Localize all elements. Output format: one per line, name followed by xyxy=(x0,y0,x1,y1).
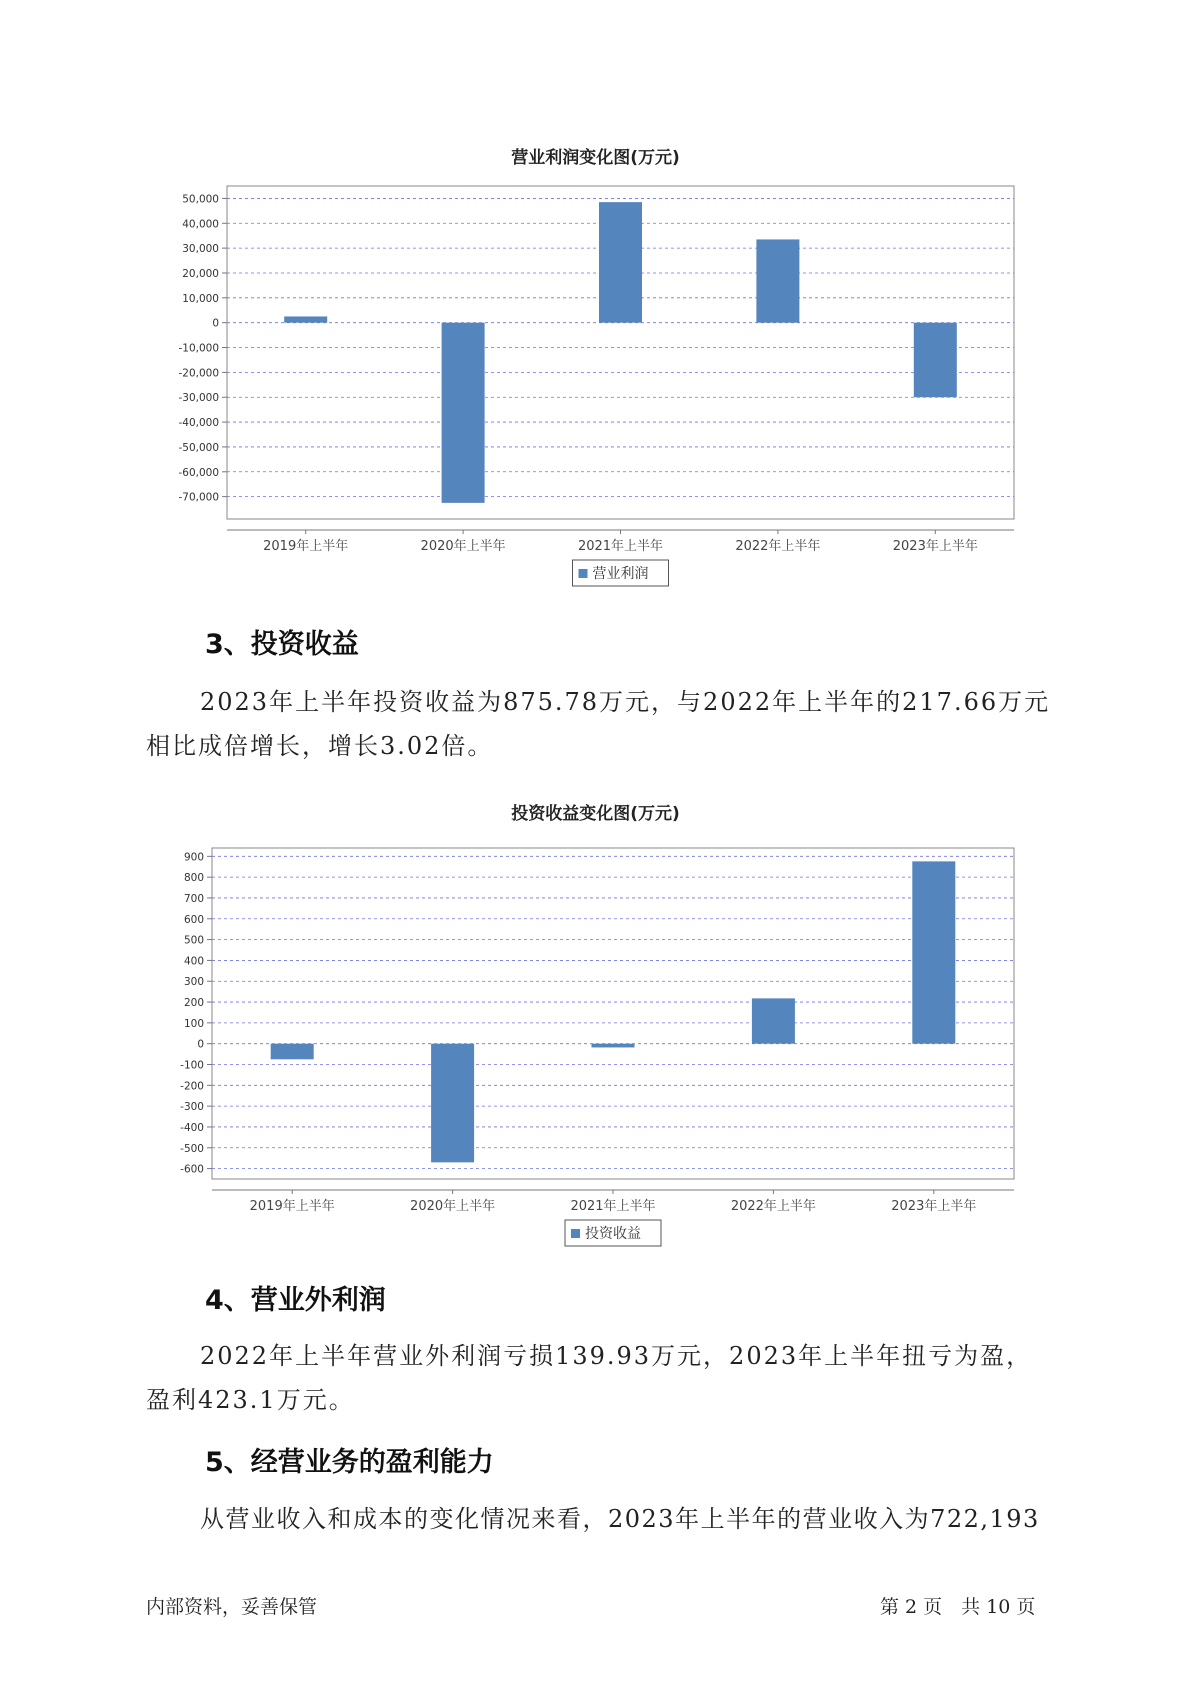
section-4-line-1: 2022年上半年营业外利润亏损139.93万元，2023年上半年扭亏为盈， xyxy=(200,1342,1033,1370)
section-3-line-1: 2023年上半年投资收益为875.78万元，与2022年上半年的217.66万元 xyxy=(200,688,1051,716)
investment-income-ytick-label: 500 xyxy=(183,934,204,947)
section-4-line-2: 盈利423.1万元。 xyxy=(146,1386,355,1414)
operating-profit-ytick-label: -40,000 xyxy=(178,417,219,430)
investment-income-ytick-label: 400 xyxy=(183,955,204,968)
investment-income-chart xyxy=(0,820,1191,1250)
operating-profit-bar xyxy=(442,323,485,503)
operating-profit-ytick-label: 40,000 xyxy=(182,218,219,231)
investment-income-ytick-label: 100 xyxy=(183,1017,204,1030)
investment-income-ytick-label: 300 xyxy=(183,976,204,989)
operating-profit-xtick-label: 2023年上半年 xyxy=(892,539,978,554)
operating-profit-bar xyxy=(284,316,327,322)
chart-title-operating-profit: 营业利润变化图(万元) xyxy=(511,148,680,168)
operating-profit-bar xyxy=(914,323,957,398)
investment-income-ytick-label: 200 xyxy=(183,997,204,1010)
section-3-heading: 3、投资收益 xyxy=(205,629,359,660)
operating-profit-bar xyxy=(756,239,799,322)
operating-profit-ytick-label: -50,000 xyxy=(178,441,219,454)
section-5-line-1: 从营业收入和成本的变化情况来看，2023年上半年的营业收入为722,193 xyxy=(200,1505,1040,1533)
investment-income-ytick-label: 0 xyxy=(197,1038,204,1051)
chart-title-investment-income: 投资收益变化图(万元) xyxy=(511,804,680,824)
operating-profit-ytick-label: -10,000 xyxy=(178,342,219,355)
investment-income-xtick-label: 2019年上半年 xyxy=(249,1199,335,1214)
operating-profit-ytick-label: 20,000 xyxy=(182,267,219,280)
page-number: 第 2 页 共 10 页 xyxy=(880,1596,1036,1618)
section-5-paragraph xyxy=(146,1497,1081,1541)
operating-profit-xtick-label: 2022年上半年 xyxy=(735,539,821,554)
investment-income-legend-swatch xyxy=(571,1229,580,1238)
operating-profit-ytick-label: -70,000 xyxy=(178,491,219,504)
section-3-line-2: 相比成倍增长，增长3.02倍。 xyxy=(146,732,494,760)
operating-profit-bar xyxy=(599,202,642,323)
operating-profit-xtick-label: 2021年上半年 xyxy=(577,539,664,554)
investment-income-ytick-label: -600 xyxy=(180,1163,204,1176)
operating-profit-ytick-label: -20,000 xyxy=(178,367,219,380)
operating-profit-ytick-label: -60,000 xyxy=(178,466,219,479)
operating-profit-chart xyxy=(0,160,1191,600)
section-4-heading: 4、营业外利润 xyxy=(205,1285,386,1316)
section-4-paragraph xyxy=(146,1334,1081,1422)
investment-income-ytick-label: -400 xyxy=(180,1121,204,1134)
investment-income-ytick-label: -500 xyxy=(180,1142,204,1155)
operating-profit-legend-swatch xyxy=(579,569,588,578)
investment-income-ytick-label: 600 xyxy=(183,913,204,926)
investment-income-ytick-label: -200 xyxy=(180,1080,204,1093)
investment-income-bar xyxy=(912,861,955,1043)
operating-profit-ytick-label: 10,000 xyxy=(182,292,219,305)
investment-income-ytick-label: 800 xyxy=(183,872,204,885)
investment-income-bar xyxy=(431,1044,474,1163)
investment-income-ytick-label: -100 xyxy=(180,1059,204,1072)
section-5-heading: 5、经营业务的盈利能力 xyxy=(205,1447,494,1478)
investment-income-ytick-label: 900 xyxy=(183,851,204,864)
investment-income-xtick-label: 2021年上半年 xyxy=(570,1199,656,1214)
investment-income-bar xyxy=(271,1044,314,1060)
footer-confidential-note: 内部资料，妥善保管 xyxy=(146,1596,318,1618)
operating-profit-legend-label: 营业利润 xyxy=(592,566,649,582)
investment-income-legend-label: 投资收益 xyxy=(585,1226,641,1242)
section-3-paragraph xyxy=(146,680,1081,768)
operating-profit-xtick-label: 2019年上半年 xyxy=(263,539,349,554)
operating-profit-ytick-label: 30,000 xyxy=(182,243,219,256)
operating-profit-ytick-label: 50,000 xyxy=(182,193,219,206)
investment-income-ytick-label: -300 xyxy=(180,1101,204,1114)
investment-income-xtick-label: 2022年上半年 xyxy=(730,1199,816,1214)
investment-income-bar xyxy=(592,1044,635,1048)
investment-income-bar xyxy=(752,998,795,1043)
operating-profit-xtick-label: 2020年上半年 xyxy=(420,539,506,554)
investment-income-xtick-label: 2023年上半年 xyxy=(891,1199,977,1214)
operating-profit-ytick-label: -30,000 xyxy=(178,392,219,405)
operating-profit-ytick-label: 0 xyxy=(212,317,219,330)
investment-income-xtick-label: 2020年上半年 xyxy=(410,1199,496,1214)
investment-income-ytick-label: 700 xyxy=(183,892,204,905)
